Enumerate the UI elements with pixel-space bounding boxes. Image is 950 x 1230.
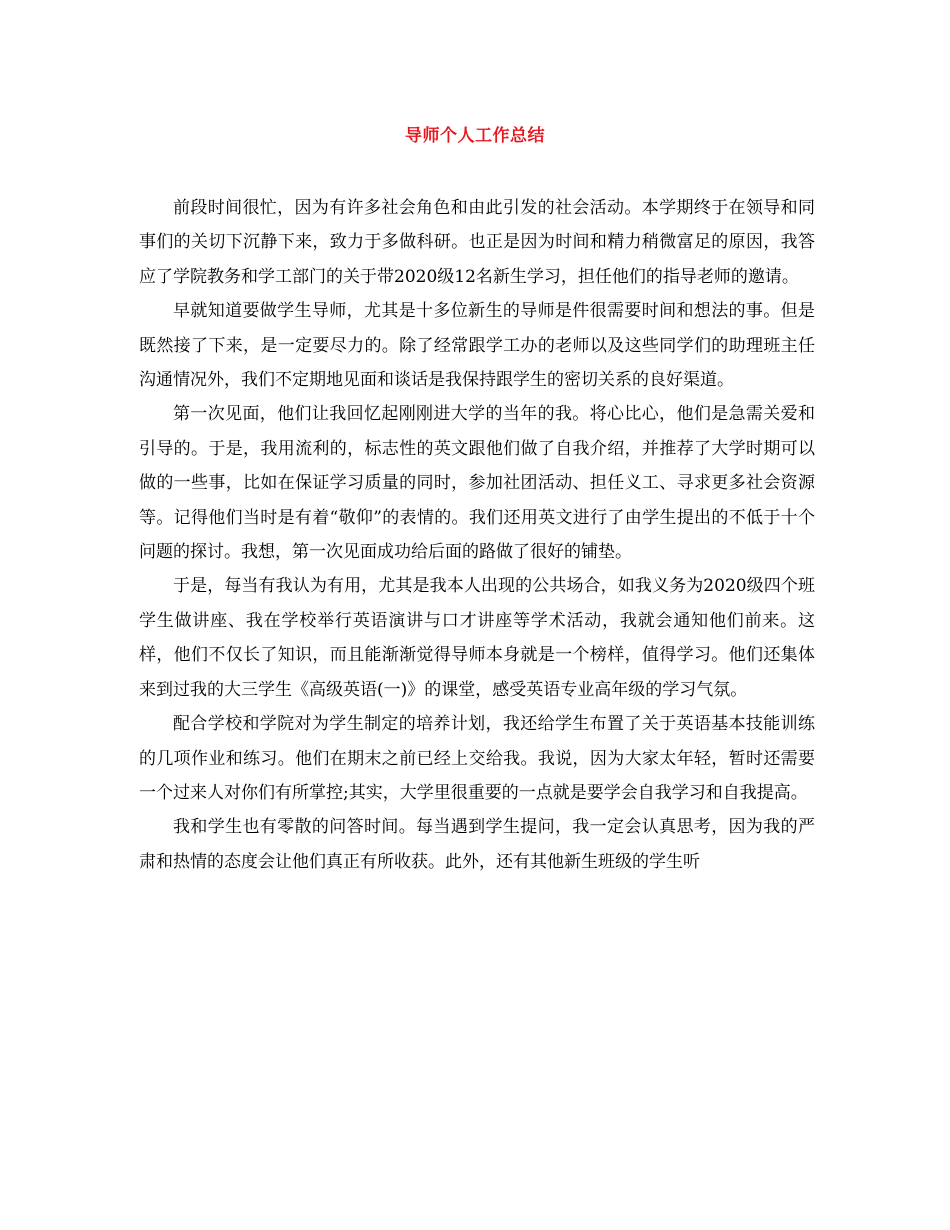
document-title: 导师个人工作总结 (405, 126, 545, 146)
paragraph-2: 早就知道要做学生导师，尤其是十多位新生的导师是件很需要时间和想法的事。但是既然接了下来，是一定要尽力的。除了经常跟学工办的老师以及这些同学们的助理班主任沟通情况外，我们不定期地见面和谈话是我保持跟学生的密切关系的良好渠道。 (139, 301, 815, 391)
paragraph-6: 我和学生也有零散的问答时间。每当遇到学生提问，我一定会认真思考，因为我的严肃和热情的态度会让他们真正有所收获。此外，还有其他新生班级的学生听 (139, 817, 815, 872)
paragraph-1: 前段时间很忙，因为有许多社会角色和由此引发的社会活动。本学期终于在领导和同事们的关切下沉静下来，致力于多做科研。也正是因为时间和精力稍微富足的原因，我答应了学院教务和学工部门的关于带2020级12名新生学习，担任他们的指导老师的邀请。 (139, 198, 815, 287)
paragraph-5: 配合学校和学院对为学生制定的培养计划，我还给学生布置了关于英语基本技能训练的几项作业和练习。他们在期末之前已经上交给我。我说，因为大家太年轻，暂时还需要一个过来人对你们有所掌控;其实，大学里很重要的一点就是要学会自我学习和自我提高。 (139, 714, 815, 803)
paragraph-4: 于是，每当有我认为有用，尤其是我本人出现的公共场合，如我义务为2020级四个班学生做讲座、我在学校举行英语演讲与口才讲座等学术活动，我就会通知他们前来。这样，他们不仅长了知识，而且能渐渐觉得导师本身就是一个榜样，值得学习。他们还集体来到过我的大三学生《高级英语(一)》的课堂，感受英语专业高年级的学习气氛。 (139, 576, 815, 700)
paragraph-3: 第一次见面，他们让我回忆起刚刚进大学的当年的我。将心比心，他们是急需关爱和引导的。于是，我用流利的，标志性的英文跟他们做了自我介绍，并推荐了大学时期可以做的一些事，比如在保证学习质量的同时，参加社团活动、担任义工、寻求更多社会资源等。记得他们当时是有着“敬仰”的表情的。我们还用英文进行了由学生提出的不低于十个问题的探讨。我想，第一次见面成功给后面的路做了很好的铺垫。 (139, 404, 815, 563)
document-body (139, 191, 815, 879)
